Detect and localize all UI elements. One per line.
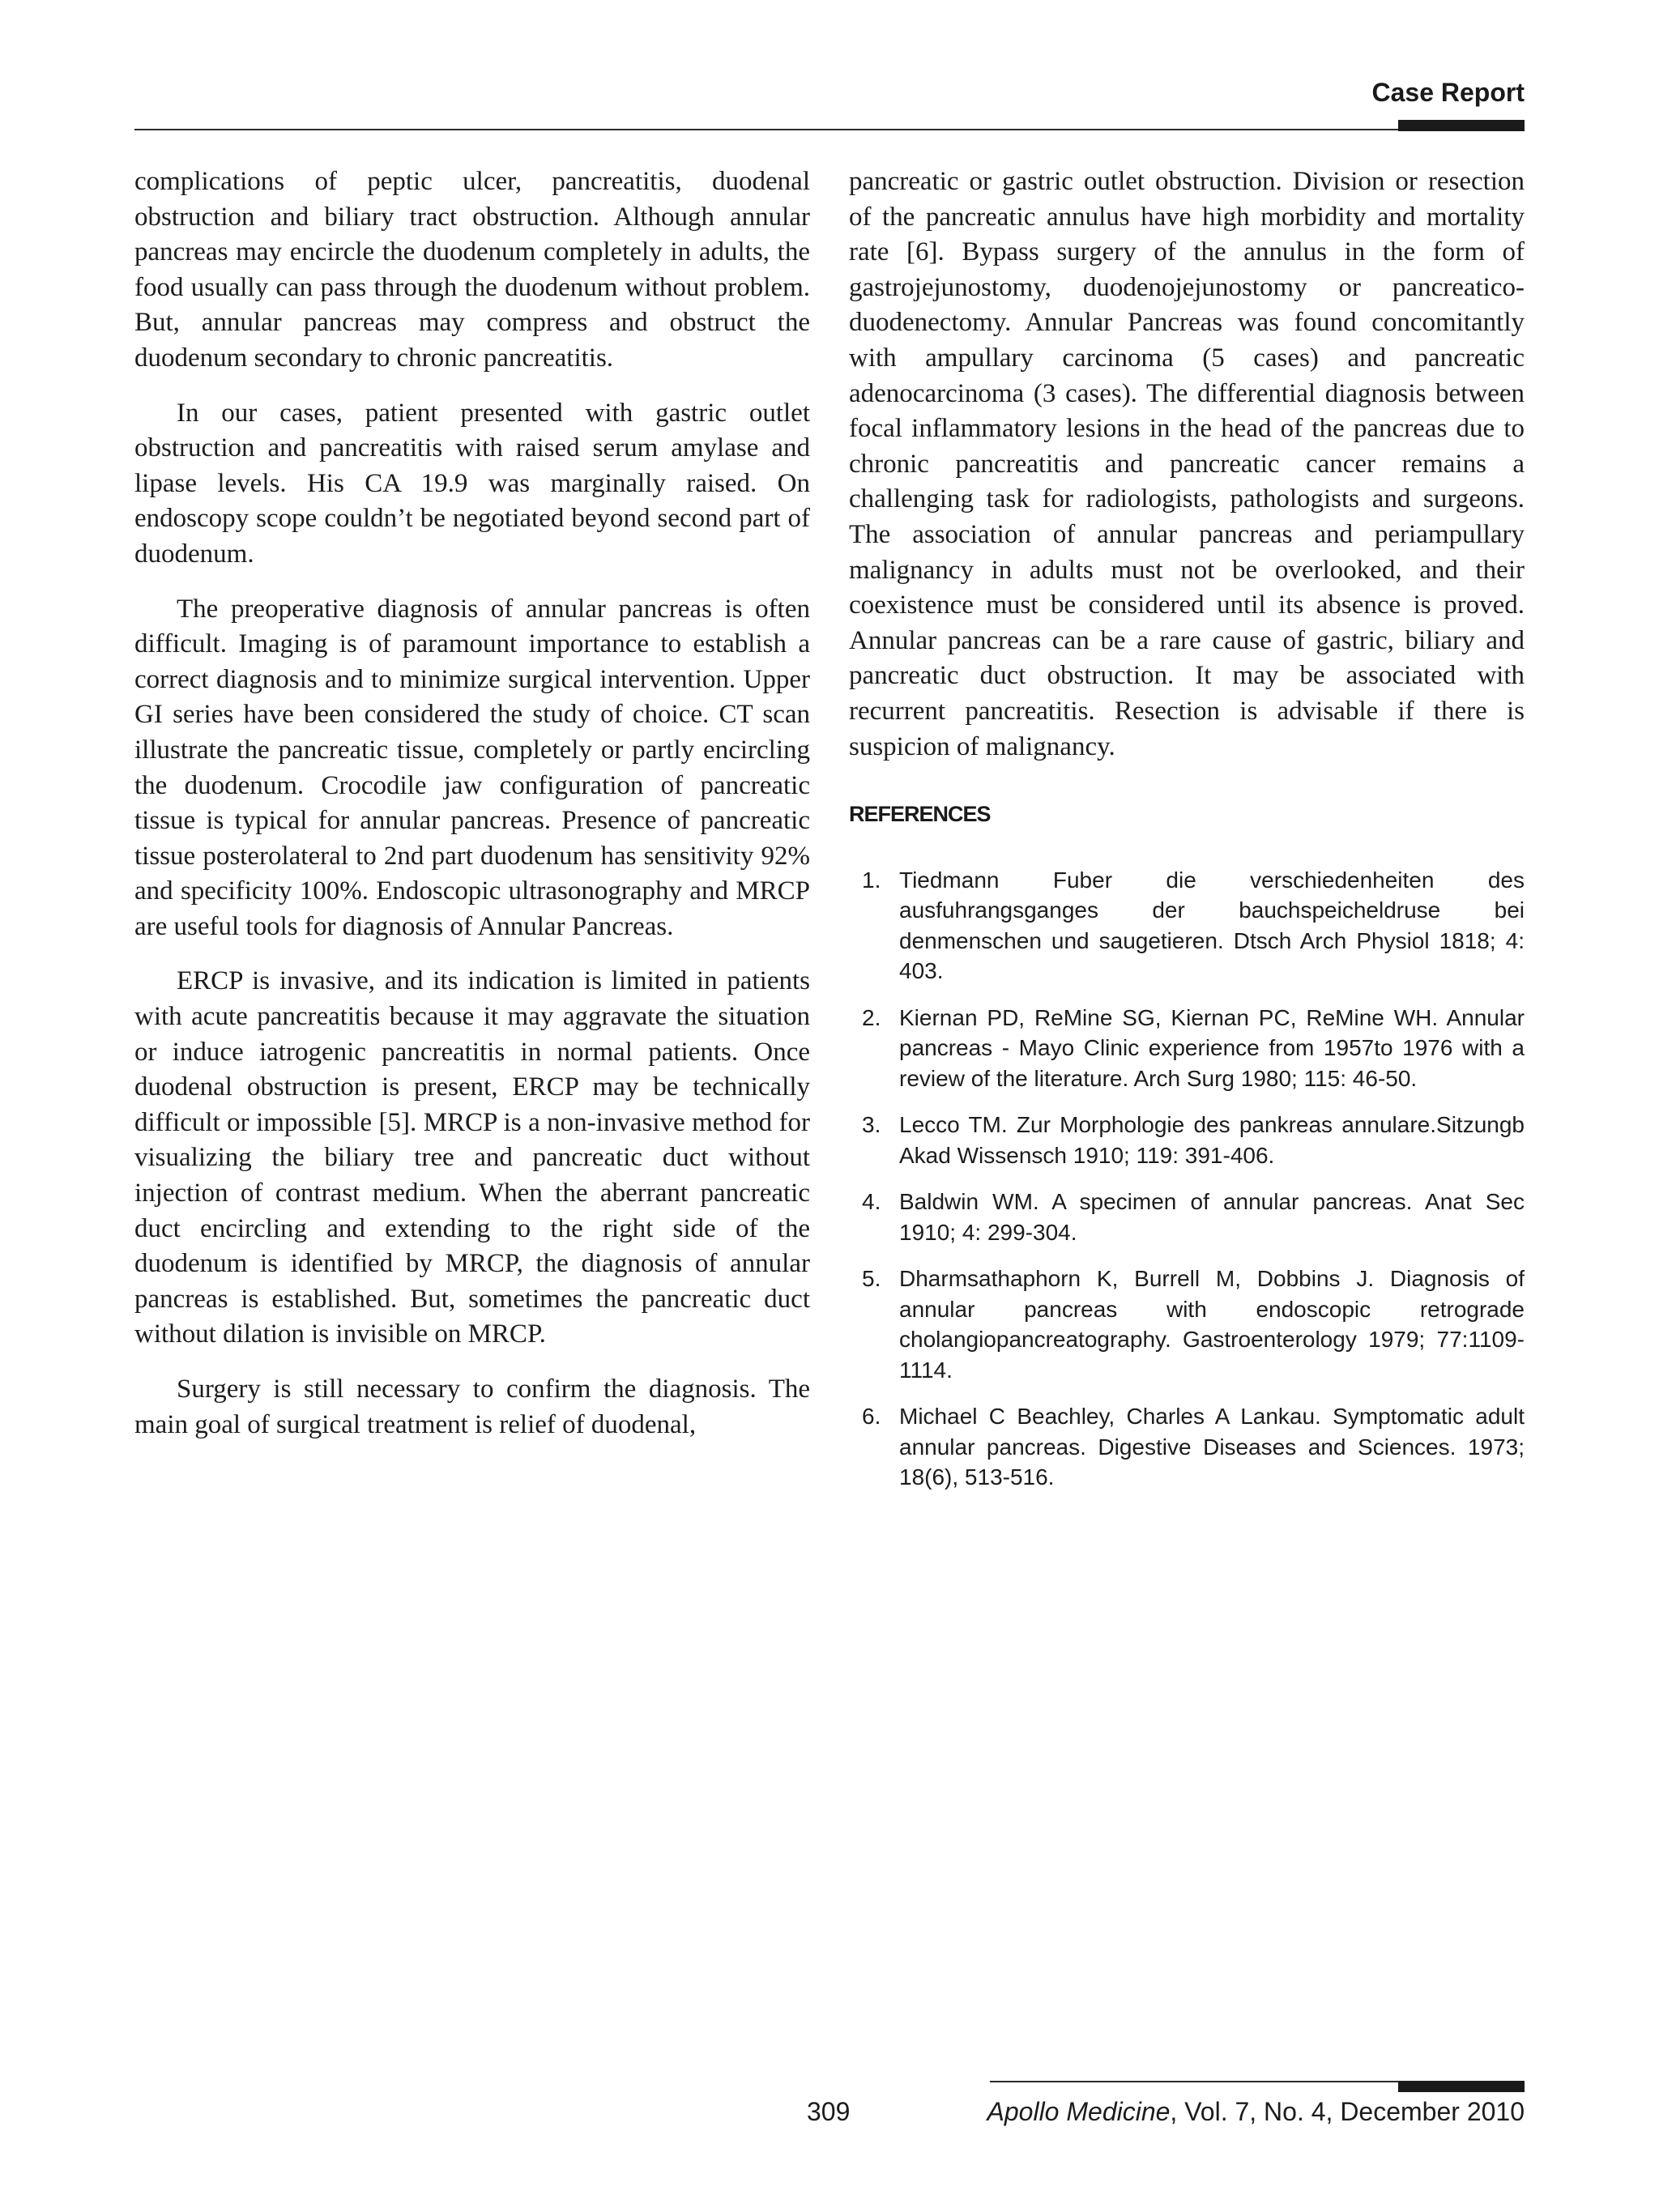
footer-accent-bar bbox=[1398, 2081, 1525, 2092]
journal-name: Apollo Medicine bbox=[987, 2097, 1171, 2126]
reference-number: 3. bbox=[862, 1112, 881, 1138]
reference-number: 6. bbox=[862, 1404, 881, 1430]
body-paragraph: ERCP is invasive, and its indication is limited in patients with acute pancreatitis because it may aggravate the situation or induce iatrogenic pancreatitis in normal patients. Once duodenal obstruction is present, ERCP may be technically difficult or impossible [5]. MRCP is a non-invasive method for visualizing the biliary tree and pancreatic duct without injection of contrast medium. When the aberrant pancreatic duct encircling and extending to the right side of the duodenum is identified by MRCP, the diagnosis of annular pancreas is established. But, sometimes the pancreatic duct without dilation is invisible on MRCP. bbox=[134, 966, 810, 1349]
page-number: 309 bbox=[807, 2097, 851, 2126]
reference-text: Baldwin WM. A specimen of annular pancreas. Anat Sec 1910; 4: 299-304. bbox=[899, 1189, 1525, 1245]
body-paragraph: complications of peptic ulcer, pancreatitis, duodenal obstruction and biliary tract obstruction. Although annular pancreas may encircle the duodenum completely in adults, the food usually can pass through the duodenum without problem. But, annular pancreas may compress and obstruct the duodenum secondary to chronic pancreatitis. bbox=[134, 167, 810, 373]
reference-text: Dharmsathaphorn K, Burrell M, Dobbins J. Diagnosis of annular pancreas with endoscopic retrograde cholangiopancreatography. Gastroenterology 1979; 77:1109-1114. bbox=[899, 1266, 1525, 1383]
reference-number: 4. bbox=[862, 1189, 881, 1215]
reference-item bbox=[849, 1003, 1525, 1094]
reference-text: Michael C Beachley, Charles A Lankau. Symptomatic adult annular pancreas. Digestive Diseases and Sciences. 1973; 18(6), 513-516. bbox=[899, 1404, 1525, 1490]
references-list bbox=[849, 865, 1525, 1493]
reference-item bbox=[849, 1401, 1525, 1493]
reference-text: Tiedmann Fuber die verschiedenheiten des ausfuhrangsganges der bauchspeicheldruse bei denmenschen und saugetieren. Dtsch Arch Physiol 1818; 4: 403. bbox=[899, 867, 1525, 984]
journal-citation bbox=[987, 2097, 1525, 2127]
reference-number: 5. bbox=[862, 1266, 881, 1292]
header-accent-bar bbox=[1398, 120, 1525, 131]
running-header-label: Case Report bbox=[1371, 78, 1525, 107]
reference-item bbox=[849, 1187, 1525, 1247]
header-rule bbox=[134, 129, 1525, 130]
right-column bbox=[849, 164, 1525, 1509]
body-paragraph: In our cases, patient presented with gastric outlet obstruction and pancreatitis with raised serum amylase and lipase levels. His CA 19.9 was marginally raised. On endoscopy scope couldn’t be negotiated beyond second part of duodenum. bbox=[134, 398, 810, 569]
reference-number: 2. bbox=[862, 1004, 881, 1030]
references-heading: REFERENCES bbox=[849, 802, 991, 827]
journal-issue: , Vol. 7, No. 4, December 2010 bbox=[1170, 2097, 1525, 2126]
body-paragraph: The preoperative diagnosis of annular pancreas is often difficult. Imaging is of paramount importance to establish a correct diagnosis and to minimize surgical intervention. Upper GI series have been considered the study of choice. CT scan illustrate the pancreatic tissue, completely or partly encircling the duodenum. Crocodile jaw configuration of pancreatic tissue is typical for annular pancreas. Presence of pancreatic tissue posterolateral to 2nd part duodenum has sensitivity 92% and specificity 100%. Endoscopic ultrasonography and MRCP are useful tools for diagnosis of Annular Pancreas. bbox=[134, 594, 810, 941]
reference-item bbox=[849, 1110, 1525, 1170]
reference-item bbox=[849, 865, 1525, 987]
reference-number: 1. bbox=[862, 867, 881, 893]
reference-item bbox=[849, 1264, 1525, 1385]
reference-text: Kiernan PD, ReMine SG, Kiernan PC, ReMine WH. Annular pancreas - Mayo Clinic experience from 1957to 1976 with a review of the literature. Arch Surg 1980; 115: 46-50. bbox=[899, 1004, 1525, 1091]
body-paragraph: Surgery is still necessary to confirm the diagnosis. The main goal of surgical treatment is relief of duodenal, bbox=[134, 1375, 810, 1439]
body-paragraph: pancreatic or gastric outlet obstruction. Division or resection of the pancreatic annulus have high morbidity and mortality rate [6]. Bypass surgery of the annulus in the form of gastrojejunostomy, duodenojejunostomy or pancreatico-duodenectomy. Annular Pancreas was found concomitantly with ampullary carcinoma (5 cases) and pancreatic adenocarcinoma (3 cases). The differential diagnosis between focal inflammatory lesions in the head of the pancreas due to chronic pancreatitis and pancreatic cancer remains a challenging task for radiologists, pathologists and surgeons. The association of annular pancreas and periampullary malignancy in adults must not be overlooked, and their coexistence must be considered until its absence is proved. Annular pancreas can be a rare cause of gastric, biliary and pancreatic duct obstruction. It may be associated with recurrent pancreatitis. Resection is advisable if there is suspicion of malignancy. bbox=[849, 167, 1525, 761]
reference-text: Lecco TM. Zur Morphologie des pankreas annulare.Sitzungb Akad Wissensch 1910; 119: 391-406. bbox=[899, 1112, 1525, 1168]
left-column bbox=[134, 164, 810, 1443]
